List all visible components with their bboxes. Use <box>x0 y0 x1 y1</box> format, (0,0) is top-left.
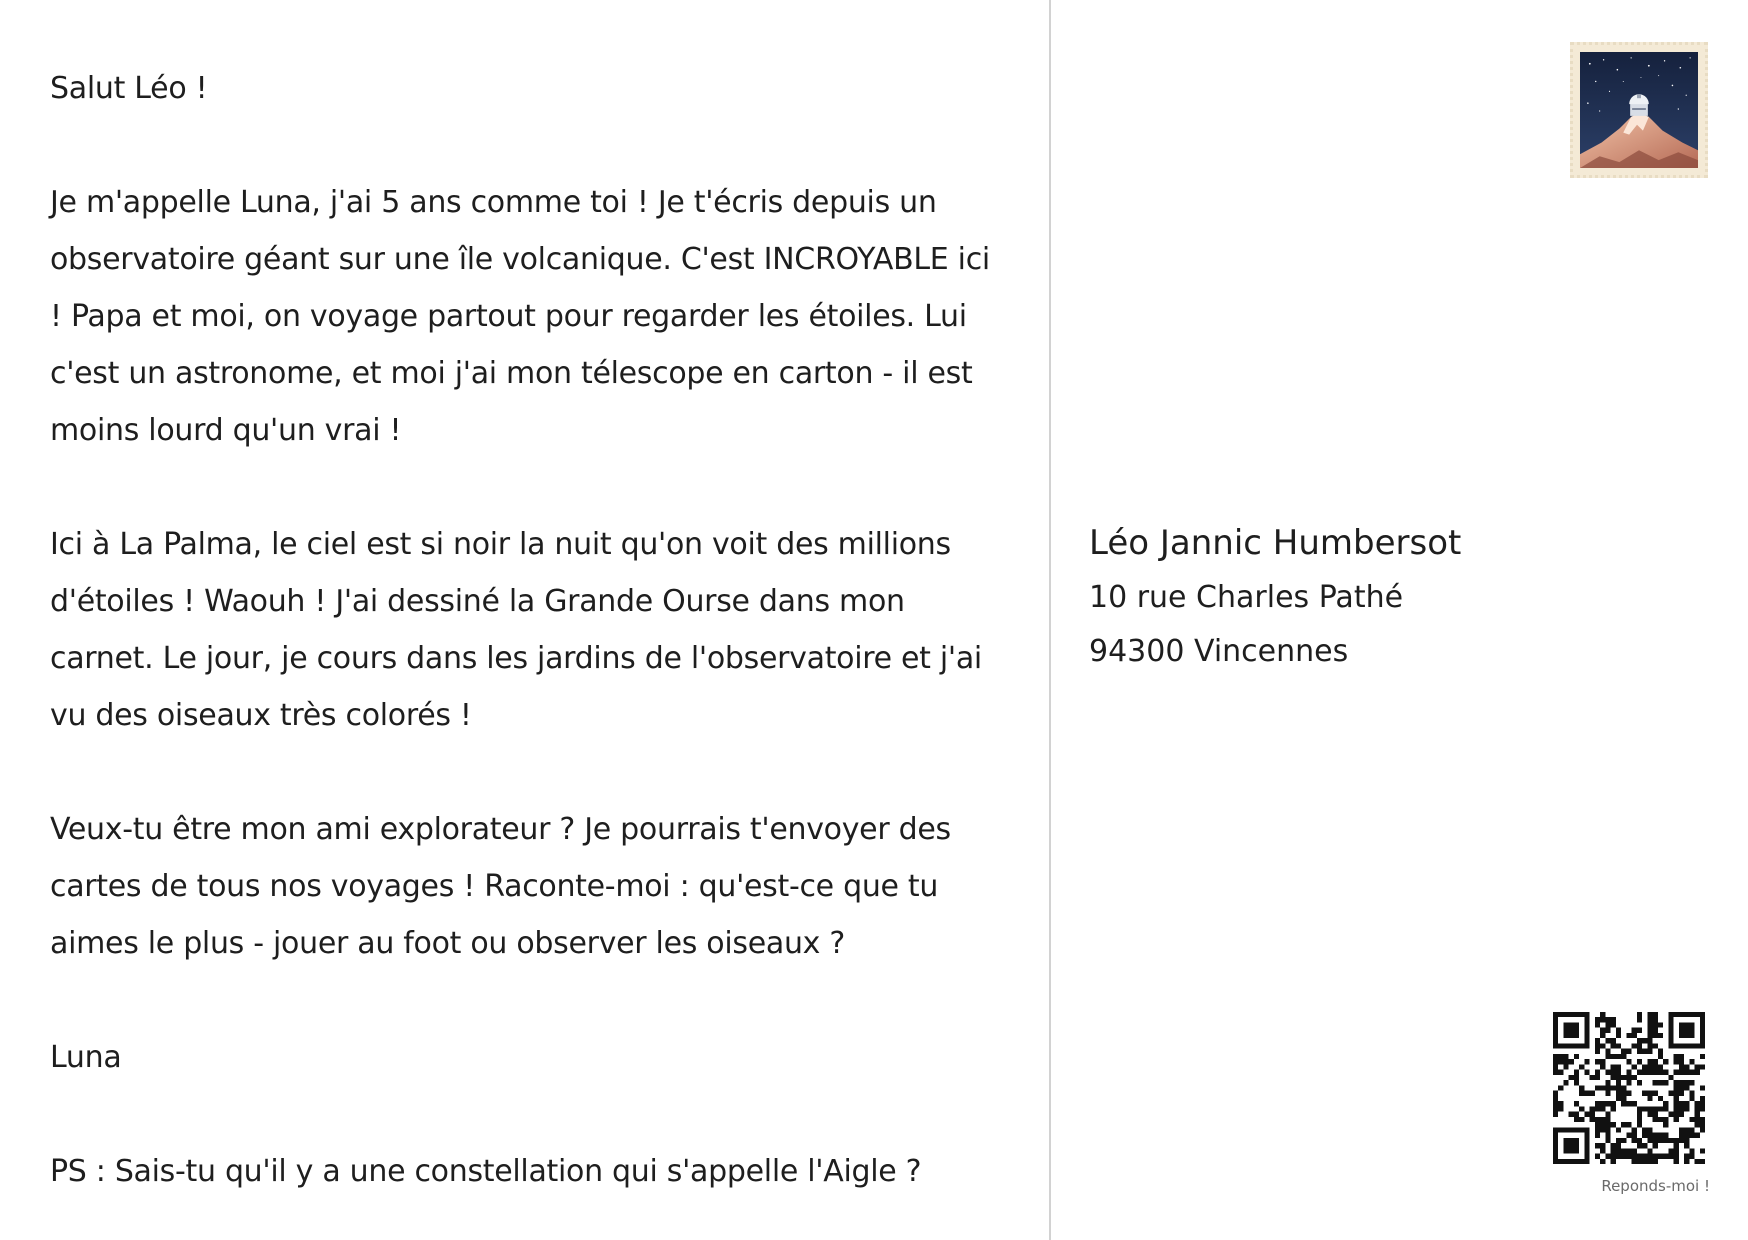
qr-code-icon <box>1553 1012 1705 1164</box>
message-paragraph-1: Je m'appelle Luna, j'ai 5 ans comme toi ! Je t'écris depuis un observatoire géant sur une île volcanique. C'est INCROYABLE ici ! Papa et moi, on voyage partout pour regarder les étoiles. Lui c'est un astronome, et moi j'ai mon télescope en carton - il est moins lourd qu'un vrai ! <box>50 185 990 448</box>
observatory-mountain-stamp-icon <box>1580 52 1698 168</box>
message-area <box>50 60 1010 1200</box>
recipient-city: 94300 Vincennes <box>1089 634 1349 669</box>
qr-code[interactable] <box>1553 1012 1705 1164</box>
message-paragraph-2: Ici à La Palma, le ciel est si noir la nuit qu'on voit des millions d'étoiles ! Waouh ! J'ai dessiné la Grande Ourse dans mon carnet. Le jour, je cours dans les jardins de l'observatoire et j'ai vu des oiseaux très colorés ! <box>50 527 982 733</box>
postscript: PS : Sais-tu qu'il y a une constellation qui s'appelle l'Aigle ? <box>50 1154 922 1189</box>
recipient-address <box>1089 515 1689 679</box>
message-paragraph-3: Veux-tu être mon ami explorateur ? Je pourrais t'envoyer des cartes de tous nos voyages ! Raconte-moi : qu'est-ce que tu aimes le plus - jouer au foot ou observer les oiseaux ? <box>50 812 951 961</box>
signature: Luna <box>50 1040 122 1075</box>
stamp <box>1570 42 1708 178</box>
recipient-street: 10 rue Charles Pathé <box>1089 580 1404 615</box>
greeting: Salut Léo ! <box>50 71 208 106</box>
center-divider <box>1049 0 1051 1240</box>
recipient-name: Léo Jannic Humbersot <box>1089 523 1462 563</box>
qr-caption: Reponds-moi ! <box>1601 1177 1710 1195</box>
